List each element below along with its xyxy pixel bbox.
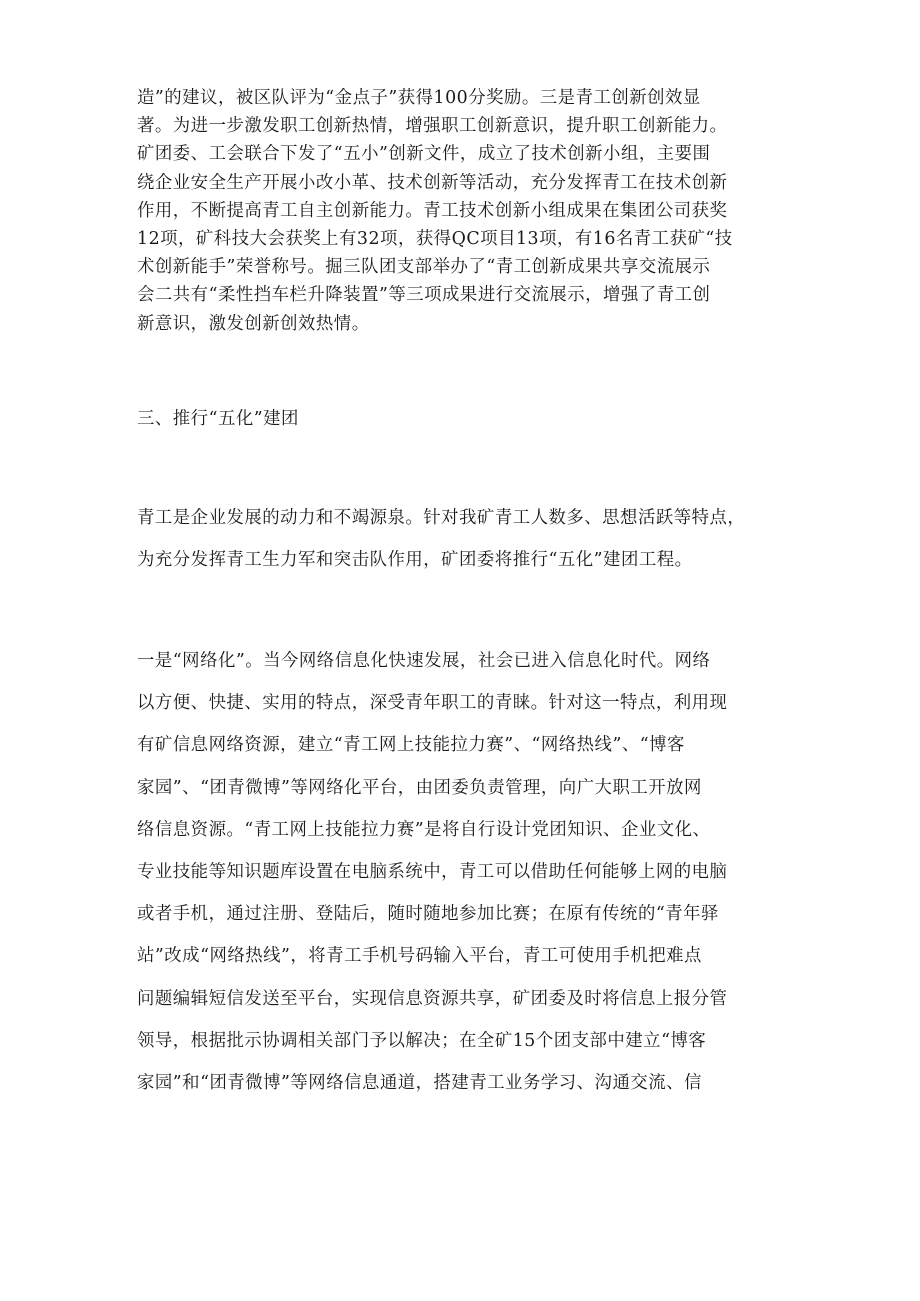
text-line: 问题编辑短信发送至平台，实现信息资源共享，矿团委及时将信息上报分管 bbox=[137, 988, 728, 1009]
text-line: 绕企业安全生产开展小改小革、技术创新等活动，充分发挥青工在技术创新 bbox=[137, 172, 728, 193]
text-line: 一是“网络化”。当今网络信息化快速发展，社会已进入信息化时代。网络 bbox=[137, 651, 711, 671]
text-line: 有矿信息网络资源，建立“青工网上技能拉力赛”、“网络热线”、“博客 bbox=[137, 735, 685, 756]
text-line: 以方便、快捷、实用的特点，深受青年职工的青睐。针对这一特点，利用现 bbox=[137, 693, 728, 714]
paragraph-networking bbox=[137, 640, 792, 1104]
text-line: 新意识，激发创新创效热情。 bbox=[137, 313, 370, 334]
section-heading: 三、推行“五化”建团 bbox=[137, 409, 299, 429]
paragraph-intro bbox=[137, 497, 792, 581]
text-line: 术创新能手”荣誉称号。掘三队团支部举办了“青工创新成果共享交流展示 bbox=[137, 257, 711, 278]
text-line: 青工是企业发展的动力和不竭源泉。针对我矿青工人数多、思想活跃等特点， bbox=[137, 508, 746, 528]
text-line: 专业技能等知识题库设置在电脑系统中，青工可以借助任何能够上网的电脑 bbox=[137, 862, 728, 883]
text-line: 家园”、“团青微博”等网络化平台，由团委负责管理，向广大职工开放网 bbox=[137, 777, 702, 798]
text-line: 领导，根据批示协调相关部门予以解决；在全矿15个团支部中建立“博客 bbox=[137, 1030, 707, 1051]
text-line: 矿团委、工会联合下发了“五小”创新文件，成立了技术创新小组，主要围 bbox=[137, 144, 711, 165]
text-line: 会二共有“柔性挡车栏升降装置”等三项成果进行交流展示，增强了青工创 bbox=[137, 285, 711, 306]
text-line: 造”的建议，被区队评为“金点子”获得100分奖励。三是青工创新创效显 bbox=[137, 88, 701, 108]
text-line: 作用，不断提高青工自主创新能力。青工技术创新小组成果在集团公司获奖 bbox=[137, 200, 728, 221]
text-line: 络信息资源。“青工网上技能拉力赛”是将自行设计党团知识、企业文化、 bbox=[137, 819, 711, 840]
text-line: 或者手机，通过注册、登陆后，随时随地参加比赛；在原有传统的“青年驿 bbox=[137, 904, 719, 925]
paragraph-innovation bbox=[137, 84, 792, 338]
text-line: 站”改成“网络热线”，将青工手机号码输入平台，青工可使用手机把难点 bbox=[137, 946, 702, 967]
text-line: 著。为进一步激发职工创新热情，增强职工创新意识，提升职工创新能力。 bbox=[137, 116, 728, 137]
text-line: 家园”和“团青微博”等网络信息通道，搭建青工业务学习、沟通交流、信 bbox=[137, 1073, 702, 1094]
text-line: 为充分发挥青工生力军和突击队作用，矿团委将推行“五化”建团工程。 bbox=[137, 550, 693, 571]
text-line: 12项，矿科技大会获奖上有32项，获得QC项目13项，有16名青工获矿“技 bbox=[137, 229, 733, 250]
